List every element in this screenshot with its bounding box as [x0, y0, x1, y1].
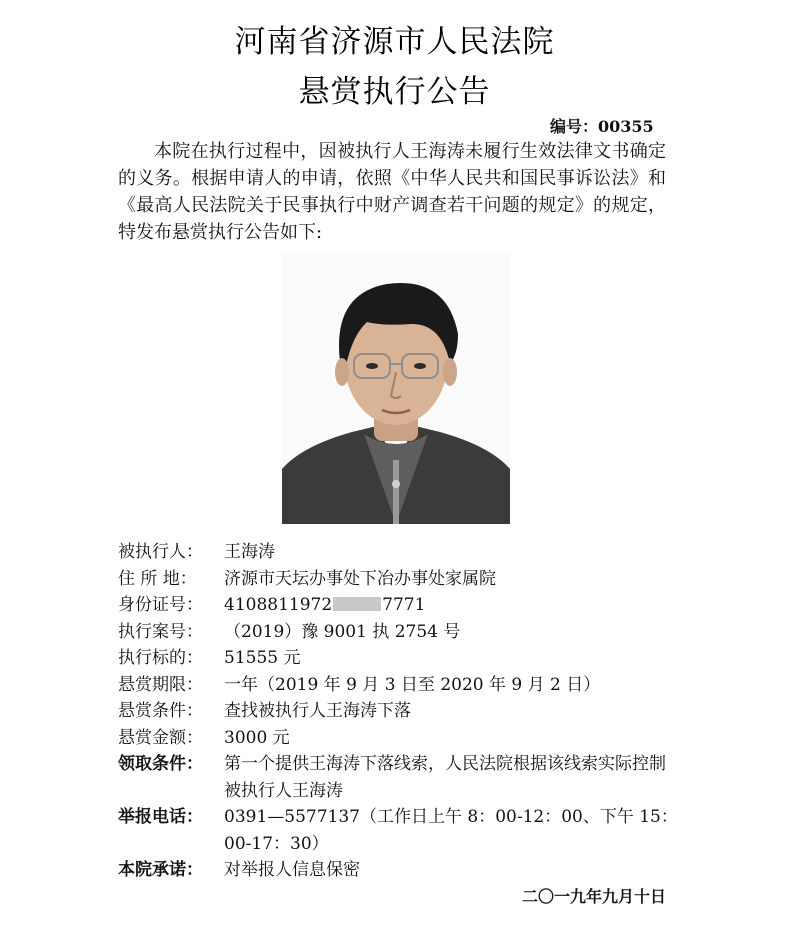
promise-value: 对举报人信息保密	[224, 860, 360, 880]
row-claim	[118, 751, 678, 804]
row-reward	[118, 725, 678, 752]
phone-value: 0391—5577137（工作日上午 8：00-12：00、下午 15：00-17：30）	[224, 807, 678, 854]
reward-value: 3000 元	[224, 727, 290, 748]
amount-value: 51555 元	[224, 648, 301, 668]
portrait-photo	[282, 254, 510, 524]
address-label: 住 所 地：	[118, 568, 197, 589]
address-value: 济源市天坛办事处下冶办事处家属院	[224, 568, 496, 589]
period-value: 一年（2019 年 9 月 3 日至 2020 年 9 月 2 日）	[224, 674, 601, 695]
row-amount	[118, 645, 678, 672]
amount-label: 执行标的：	[118, 648, 203, 668]
id-label: 身份证号：	[118, 595, 203, 615]
case-label: 执行案号：	[118, 621, 203, 642]
case-value: （2019）豫 9001 执 2754 号	[224, 621, 461, 642]
row-id	[118, 592, 678, 619]
phone-label: 举报电话：	[118, 807, 203, 827]
id-mask	[333, 597, 381, 611]
row-address	[118, 566, 678, 593]
condition-value: 查找被执行人王海涛下落	[224, 701, 411, 721]
id-suffix: 7771	[382, 595, 426, 615]
portrait-icon	[282, 254, 510, 524]
document-number: 编号：00355	[550, 117, 654, 136]
title-line-2: 悬赏执行公告	[298, 74, 491, 110]
reward-label: 悬赏金额：	[118, 727, 203, 748]
row-condition	[118, 698, 678, 725]
row-name	[118, 539, 678, 566]
name-value: 王海涛	[224, 542, 275, 562]
claim-label: 领取条件：	[118, 754, 203, 774]
promise-label: 本院承诺：	[118, 860, 203, 880]
row-case	[118, 619, 678, 646]
issue-date: 二〇一九年九月十日	[521, 887, 666, 906]
claim-value: 第一个提供王海涛下落线索，人民法院根据该线索实际控制被执行人王海涛	[224, 754, 666, 801]
title-line-1: 河南省济源市人民法院	[234, 24, 555, 60]
name-label: 被执行人：	[118, 542, 203, 562]
row-period	[118, 672, 678, 699]
id-prefix: 4108811972	[224, 595, 333, 615]
intro-paragraph: 本院在执行过程中，因被执行人王海涛未履行生效法律文书确定的义务。根据申请人的申请，依照《中华人民共和国民事诉讼法》和《最高人民法院关于民事执行中财产调查若干问题的规定》的规定，特发布悬赏执行公告如下:	[118, 141, 666, 243]
row-promise	[118, 857, 678, 884]
details-list	[118, 539, 678, 884]
row-phone	[118, 804, 678, 857]
condition-label: 悬赏条件：	[118, 701, 203, 721]
id-value	[224, 592, 678, 619]
period-label: 悬赏期限：	[118, 674, 203, 695]
